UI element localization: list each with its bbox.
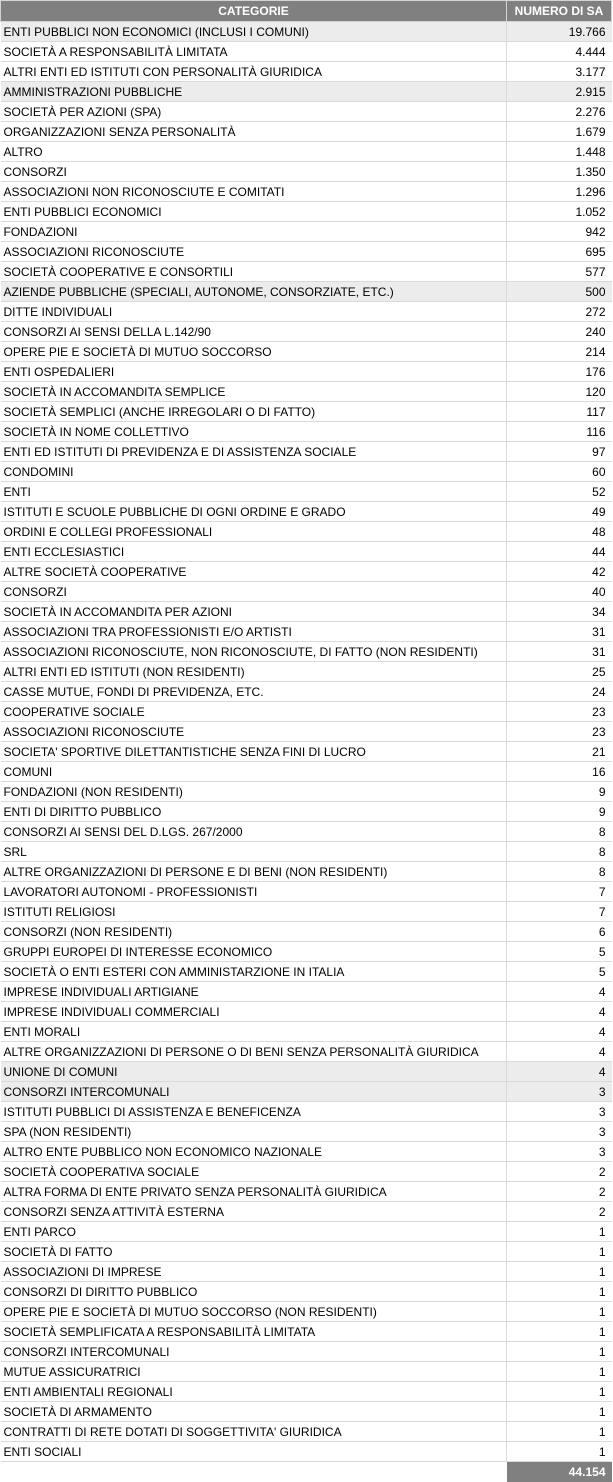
table-row: [1, 1282, 612, 1302]
count-cell: 3: [507, 1102, 612, 1122]
count-cell: 1: [507, 1402, 612, 1422]
category-cell: ASSOCIAZIONI TRA PROFESSIONISTI E/O ARTISTI: [1, 622, 507, 642]
table-row: [1, 1002, 612, 1022]
count-cell: 695: [507, 242, 612, 262]
table-row: [1, 522, 612, 542]
count-cell: 4: [507, 1002, 612, 1022]
count-cell: 7: [507, 902, 612, 922]
table-row: [1, 942, 612, 962]
table-row: [1, 402, 612, 422]
count-cell: 272: [507, 302, 612, 322]
category-cell: ALTRI ENTI ED ISTITUTI CON PERSONALITÀ GIURIDICA: [1, 62, 507, 82]
count-cell: 23: [507, 702, 612, 722]
table-row: [1, 282, 612, 302]
category-cell: CONDOMINI: [1, 462, 507, 482]
count-cell: 24: [507, 682, 612, 702]
category-cell: MUTUE ASSICURATRICI: [1, 1362, 507, 1382]
count-cell: 5: [507, 962, 612, 982]
table-row: [1, 42, 612, 62]
table-row: [1, 702, 612, 722]
category-cell: ALTRE ORGANIZZAZIONI DI PERSONE O DI BENI SENZA PERSONALITÀ GIURIDICA: [1, 1042, 507, 1062]
table-row: [1, 542, 612, 562]
count-cell: 1.448: [507, 142, 612, 162]
table-row: [1, 342, 612, 362]
category-cell: ALTRO ENTE PUBBLICO NON ECONOMICO NAZIONALE: [1, 1142, 507, 1162]
count-cell: 500: [507, 282, 612, 302]
category-cell: DITTE INDIVIDUALI: [1, 302, 507, 322]
category-cell: SOCIETÀ PER AZIONI (SPA): [1, 102, 507, 122]
table-row: [1, 1242, 612, 1262]
total-row: [1, 1462, 612, 1482]
category-cell: SOCIETÀ COOPERATIVA SOCIALE: [1, 1162, 507, 1182]
total-value: 44.154: [507, 1462, 612, 1482]
table-row: [1, 862, 612, 882]
count-cell: 19.766: [507, 22, 612, 42]
count-cell: 16: [507, 762, 612, 782]
count-cell: 4.444: [507, 42, 612, 62]
count-cell: 2.915: [507, 82, 612, 102]
table-row: [1, 422, 612, 442]
count-cell: 577: [507, 262, 612, 282]
category-cell: ENTI ED ISTITUTI DI PREVIDENZA E DI ASSISTENZA SOCIALE: [1, 442, 507, 462]
count-cell: 1: [507, 1362, 612, 1382]
table-row: [1, 102, 612, 122]
category-cell: SOCIETÀ SEMPLIFICATA A RESPONSABILITÀ LIMITATA: [1, 1322, 507, 1342]
count-cell: 176: [507, 362, 612, 382]
table-row: [1, 782, 612, 802]
header-row: [1, 1, 612, 22]
category-cell: ENTI MORALI: [1, 1022, 507, 1042]
count-cell: 2.276: [507, 102, 612, 122]
count-cell: 116: [507, 422, 612, 442]
count-cell: 25: [507, 662, 612, 682]
category-cell: CONTRATTI DI RETE DOTATI DI SOGGETTIVITA' GIURIDICA: [1, 1422, 507, 1442]
count-cell: 4: [507, 982, 612, 1002]
count-cell: 5: [507, 942, 612, 962]
count-cell: 4: [507, 1022, 612, 1042]
table-row: [1, 262, 612, 282]
category-cell: OPERE PIE E SOCIETÀ DI MUTUO SOCCORSO (NON RESIDENTI): [1, 1302, 507, 1322]
count-cell: 1: [507, 1282, 612, 1302]
count-cell: 21: [507, 742, 612, 762]
table-row: [1, 1042, 612, 1062]
category-cell: ASSOCIAZIONI RICONOSCIUTE: [1, 242, 507, 262]
table-row: [1, 602, 612, 622]
count-cell: 2: [507, 1162, 612, 1182]
count-cell: 31: [507, 642, 612, 662]
table-row: [1, 722, 612, 742]
category-cell: SOCIETÀ A RESPONSABILITÀ LIMITATA: [1, 42, 507, 62]
count-cell: 97: [507, 442, 612, 462]
category-cell: CASSE MUTUE, FONDI DI PREVIDENZA, ETC.: [1, 682, 507, 702]
count-cell: 52: [507, 482, 612, 502]
table-row: [1, 1102, 612, 1122]
count-cell: 23: [507, 722, 612, 742]
count-cell: 240: [507, 322, 612, 342]
table-row: [1, 362, 612, 382]
category-cell: ALTRA FORMA DI ENTE PRIVATO SENZA PERSONALITÀ GIURIDICA: [1, 1182, 507, 1202]
category-cell: OPERE PIE E SOCIETÀ DI MUTUO SOCCORSO: [1, 342, 507, 362]
count-cell: 1: [507, 1382, 612, 1402]
count-cell: 1: [507, 1222, 612, 1242]
table-row: [1, 1142, 612, 1162]
category-cell: COOPERATIVE SOCIALE: [1, 702, 507, 722]
table-row: [1, 122, 612, 142]
table-row: [1, 322, 612, 342]
table-row: [1, 842, 612, 862]
category-cell: FONDAZIONI: [1, 222, 507, 242]
category-cell: ASSOCIAZIONI NON RICONOSCIUTE E COMITATI: [1, 182, 507, 202]
column-header-category: CATEGORIE: [1, 1, 507, 22]
table-row: [1, 1442, 612, 1462]
count-cell: 60: [507, 462, 612, 482]
category-cell: CONSORZI AI SENSI DEL D.LGS. 267/2000: [1, 822, 507, 842]
table-row: [1, 1222, 612, 1242]
category-cell: ALTRI ENTI ED ISTITUTI (NON RESIDENTI): [1, 662, 507, 682]
category-cell: ENTI ECCLESIASTICI: [1, 542, 507, 562]
table-row: [1, 922, 612, 942]
count-cell: 1: [507, 1442, 612, 1462]
count-cell: 31: [507, 622, 612, 642]
category-cell: ALTRE SOCIETÀ COOPERATIVE: [1, 562, 507, 582]
table-row: [1, 642, 612, 662]
table-row: [1, 822, 612, 842]
count-cell: 42: [507, 562, 612, 582]
category-cell: UNIONE DI COMUNI: [1, 1062, 507, 1082]
count-cell: 8: [507, 842, 612, 862]
count-cell: 3: [507, 1122, 612, 1142]
category-cell: IMPRESE INDIVIDUALI ARTIGIANE: [1, 982, 507, 1002]
category-cell: SOCIETÀ O ENTI ESTERI CON AMMINISTARZIONE IN ITALIA: [1, 962, 507, 982]
table-row: [1, 662, 612, 682]
count-cell: 44: [507, 542, 612, 562]
table-row: [1, 62, 612, 82]
table-row: [1, 442, 612, 462]
table-row: [1, 182, 612, 202]
category-cell: CONSORZI DI DIRITTO PUBBLICO: [1, 1282, 507, 1302]
count-cell: 1.679: [507, 122, 612, 142]
category-cell: SOCIETÀ IN ACCOMANDITA SEMPLICE: [1, 382, 507, 402]
table-row: [1, 222, 612, 242]
category-cell: CONSORZI (NON RESIDENTI): [1, 922, 507, 942]
category-cell: ASSOCIAZIONI DI IMPRESE: [1, 1262, 507, 1282]
category-cell: CONSORZI AI SENSI DELLA L.142/90: [1, 322, 507, 342]
table-row: [1, 1302, 612, 1322]
count-cell: 214: [507, 342, 612, 362]
category-cell: ISTITUTI PUBBLICI DI ASSISTENZA E BENEFICENZA: [1, 1102, 507, 1122]
table-row: [1, 762, 612, 782]
category-cell: CONSORZI: [1, 162, 507, 182]
table-body: [1, 22, 612, 1462]
count-cell: 1.052: [507, 202, 612, 222]
table-row: [1, 22, 612, 42]
count-cell: 1: [507, 1262, 612, 1282]
category-cell: ASSOCIAZIONI RICONOSCIUTE: [1, 722, 507, 742]
count-cell: 48: [507, 522, 612, 542]
category-cell: SOCIETÀ COOPERATIVE E CONSORTILI: [1, 262, 507, 282]
table-row: [1, 1082, 612, 1102]
table-row: [1, 1262, 612, 1282]
table-row: [1, 882, 612, 902]
category-cell: ALTRE ORGANIZZAZIONI DI PERSONE E DI BENI (NON RESIDENTI): [1, 862, 507, 882]
count-cell: 9: [507, 782, 612, 802]
category-cell: SOCIETA' SPORTIVE DILETTANTISTICHE SENZA FINI DI LUCRO: [1, 742, 507, 762]
count-cell: 3: [507, 1142, 612, 1162]
category-cell: GRUPPI EUROPEI DI INTERESSE ECONOMICO: [1, 942, 507, 962]
category-cell: CONSORZI: [1, 582, 507, 602]
count-cell: 4: [507, 1062, 612, 1082]
category-cell: ISTITUTI RELIGIOSI: [1, 902, 507, 922]
category-cell: CONSORZI INTERCOMUNALI: [1, 1082, 507, 1102]
table-row: [1, 962, 612, 982]
count-cell: 1.296: [507, 182, 612, 202]
table-row: [1, 1402, 612, 1422]
table-row: [1, 502, 612, 522]
table-row: [1, 902, 612, 922]
category-cell: CONSORZI SENZA ATTIVITÀ ESTERNA: [1, 1202, 507, 1222]
table-row: [1, 1182, 612, 1202]
count-cell: 1: [507, 1342, 612, 1362]
category-cell: ORGANIZZAZIONI SENZA PERSONALITÀ: [1, 122, 507, 142]
count-cell: 1: [507, 1322, 612, 1342]
category-cell: SOCIETÀ IN ACCOMANDITA PER AZIONI: [1, 602, 507, 622]
count-cell: 8: [507, 822, 612, 842]
table-row: [1, 562, 612, 582]
category-cell: SRL: [1, 842, 507, 862]
category-cell: ENTI PUBBLICI ECONOMICI: [1, 202, 507, 222]
table-row: [1, 982, 612, 1002]
table-row: [1, 1422, 612, 1442]
count-cell: 120: [507, 382, 612, 402]
table-row: [1, 142, 612, 162]
count-cell: 3.177: [507, 62, 612, 82]
category-cell: ENTI: [1, 482, 507, 502]
category-cell: SPA (NON RESIDENTI): [1, 1122, 507, 1142]
table-row: [1, 382, 612, 402]
table-row: [1, 1362, 612, 1382]
column-header-count: NUMERO DI SA: [507, 1, 612, 22]
total-label-cell: [1, 1462, 507, 1482]
count-cell: 40: [507, 582, 612, 602]
table-row: [1, 582, 612, 602]
category-cell: ASSOCIAZIONI RICONOSCIUTE, NON RICONOSCIUTE, DI FATTO (NON RESIDENTI): [1, 642, 507, 662]
table-row: [1, 202, 612, 222]
table-row: [1, 82, 612, 102]
table-row: [1, 462, 612, 482]
category-cell: SOCIETÀ SEMPLICI (ANCHE IRREGOLARI O DI FATTO): [1, 402, 507, 422]
count-cell: 4: [507, 1042, 612, 1062]
count-cell: 2: [507, 1202, 612, 1222]
table-row: [1, 802, 612, 822]
count-cell: 117: [507, 402, 612, 422]
table-row: [1, 682, 612, 702]
table-row: [1, 1122, 612, 1142]
table-row: [1, 742, 612, 762]
count-cell: 8: [507, 862, 612, 882]
category-cell: ALTRO: [1, 142, 507, 162]
category-cell: AZIENDE PUBBLICHE (SPECIALI, AUTONOME, CONSORZIATE, ETC.): [1, 282, 507, 302]
count-cell: 49: [507, 502, 612, 522]
category-cell: SOCIETÀ IN NOME COLLETTIVO: [1, 422, 507, 442]
category-cell: ENTI PARCO: [1, 1222, 507, 1242]
table-row: [1, 1062, 612, 1082]
category-cell: ENTI OSPEDALIERI: [1, 362, 507, 382]
category-cell: FONDAZIONI (NON RESIDENTI): [1, 782, 507, 802]
count-cell: 6: [507, 922, 612, 942]
table-row: [1, 482, 612, 502]
category-cell: IMPRESE INDIVIDUALI COMMERCIALI: [1, 1002, 507, 1022]
table-row: [1, 1382, 612, 1402]
count-cell: 942: [507, 222, 612, 242]
count-cell: 9: [507, 802, 612, 822]
category-cell: ENTI SOCIALI: [1, 1442, 507, 1462]
table-row: [1, 1022, 612, 1042]
category-cell: ORDINI E COLLEGI PROFESSIONALI: [1, 522, 507, 542]
count-cell: 2: [507, 1182, 612, 1202]
count-cell: 1: [507, 1302, 612, 1322]
category-cell: ISTITUTI E SCUOLE PUBBLICHE DI OGNI ORDINE E GRADO: [1, 502, 507, 522]
table-row: [1, 242, 612, 262]
category-cell: SOCIETÀ DI FATTO: [1, 1242, 507, 1262]
category-cell: AMMINISTRAZIONI PUBBLICHE: [1, 82, 507, 102]
category-cell: ENTI DI DIRITTO PUBBLICO: [1, 802, 507, 822]
category-cell: ENTI AMBIENTALI REGIONALI: [1, 1382, 507, 1402]
category-cell: CONSORZI INTERCOMUNALI: [1, 1342, 507, 1362]
table-row: [1, 1162, 612, 1182]
table-row: [1, 1322, 612, 1342]
count-cell: 1: [507, 1422, 612, 1442]
count-cell: 34: [507, 602, 612, 622]
count-cell: 3: [507, 1082, 612, 1102]
category-cell: ENTI PUBBLICI NON ECONOMICI (INCLUSI I COMUNI): [1, 22, 507, 42]
category-cell: LAVORATORI AUTONOMI - PROFESSIONISTI: [1, 882, 507, 902]
table-row: [1, 1342, 612, 1362]
table-row: [1, 162, 612, 182]
count-cell: 7: [507, 882, 612, 902]
count-cell: 1: [507, 1242, 612, 1262]
table-row: [1, 1202, 612, 1222]
category-cell: COMUNI: [1, 762, 507, 782]
table-row: [1, 622, 612, 642]
table-row: [1, 302, 612, 322]
count-cell: 1.350: [507, 162, 612, 182]
category-cell: SOCIETÀ DI ARMAMENTO: [1, 1402, 507, 1422]
